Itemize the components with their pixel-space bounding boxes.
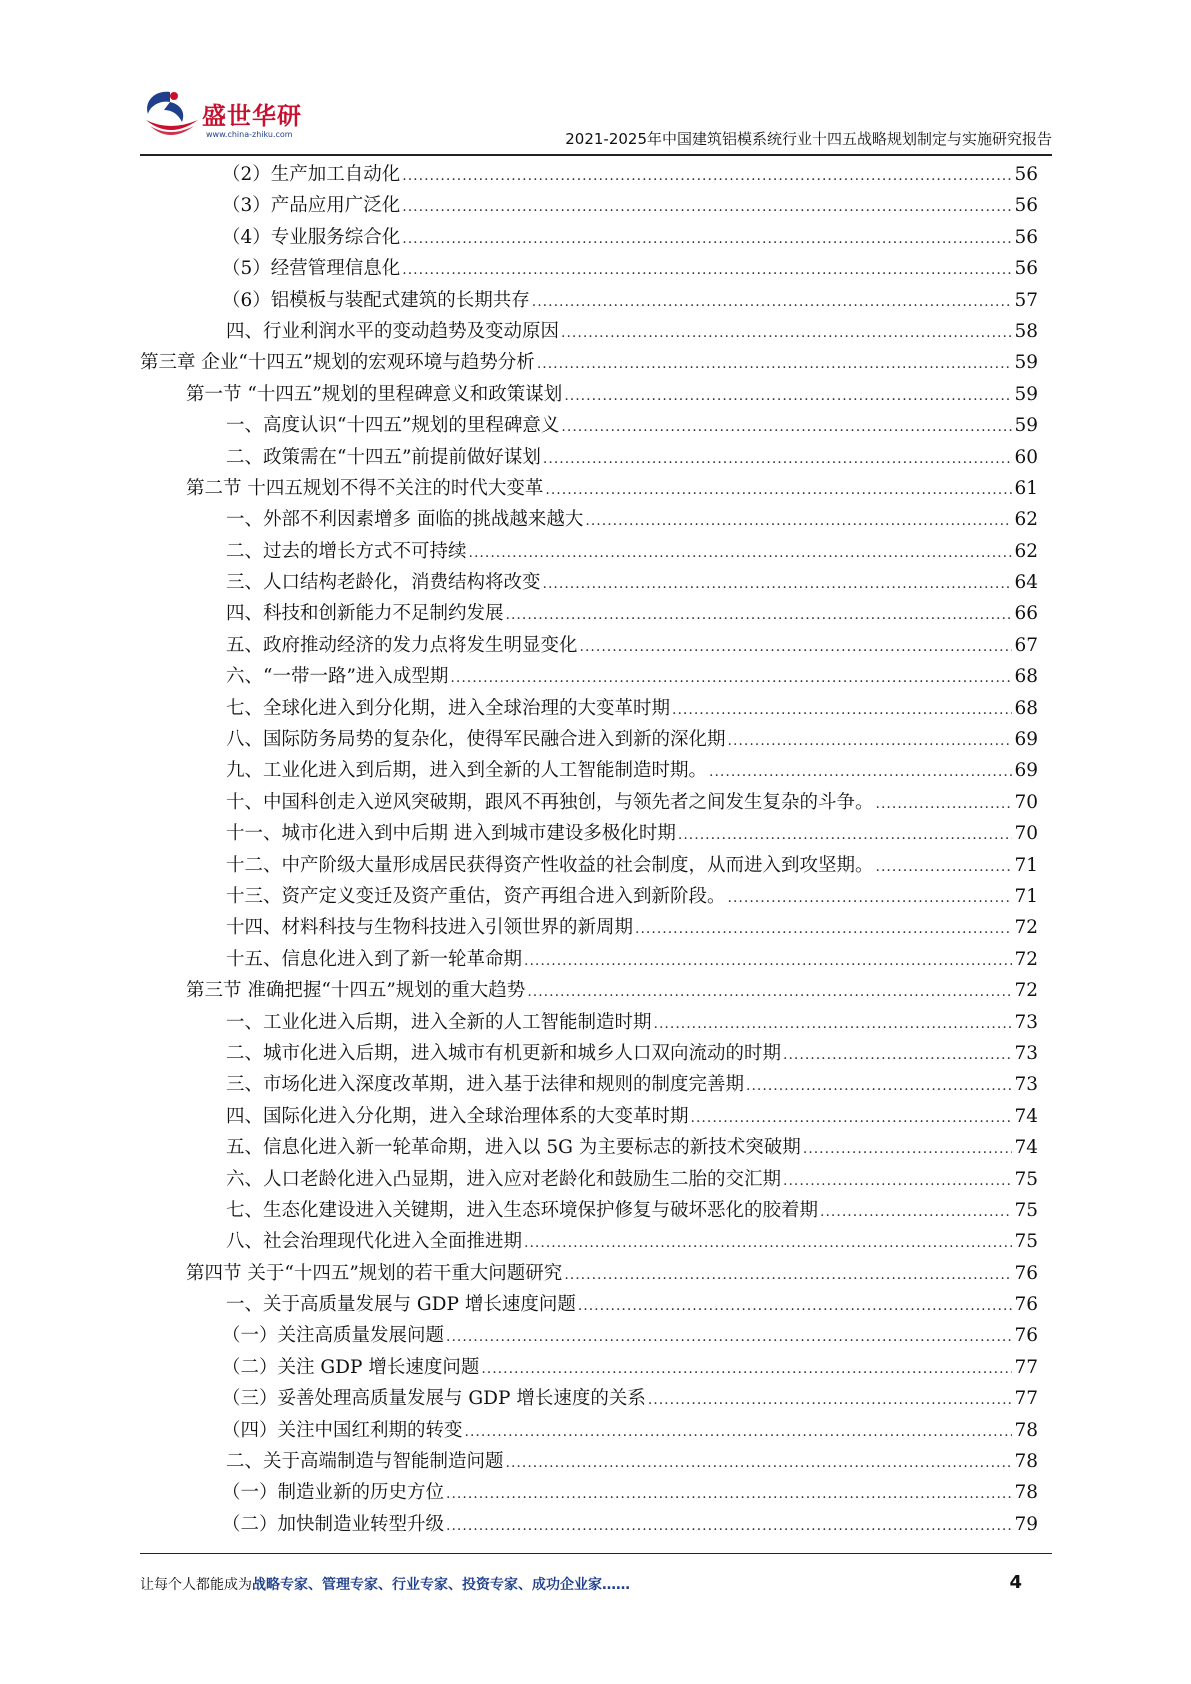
toc-entry[interactable] [140,851,1038,882]
toc-dot-leader [402,231,1012,247]
toc-entry-page: 73 [1014,1011,1038,1033]
toc-entry-page: 76 [1014,1262,1038,1284]
toc-entry[interactable] [140,1478,1038,1509]
toc-entry[interactable] [140,1259,1038,1290]
toc-dot-leader [469,545,1013,561]
toc-dot-leader [803,1141,1013,1157]
toc-dot-leader [876,796,1013,812]
toc-dot-leader [580,639,1013,655]
toc-entry-title: 二、过去的增长方式不可持续 [226,540,467,562]
toc-entry-page: 66 [1014,603,1038,625]
toc-entry-page: 71 [1014,885,1038,907]
toc-entry-page: 77 [1014,1388,1038,1410]
toc-entry[interactable] [140,694,1038,725]
toc-entry[interactable] [140,254,1038,285]
toc-entry[interactable] [140,568,1038,599]
toc-dot-leader [506,607,1013,623]
toc-entry[interactable] [140,819,1038,850]
toc-entry[interactable] [140,160,1038,191]
toc-dot-leader [527,984,1012,1000]
toc-entry-page: 62 [1014,540,1038,562]
toc-entry[interactable] [140,1416,1038,1447]
toc-dot-leader [635,921,1012,937]
toc-entry-page: 62 [1014,509,1038,531]
toc-entry-page: 67 [1014,634,1038,656]
toc-entry[interactable] [140,882,1038,913]
toc-entry[interactable] [140,788,1038,819]
toc-entry-title: （三）妥善处理高质量发展与 GDP 增长速度的关系 [222,1388,646,1410]
toc-entry-page: 78 [1014,1419,1038,1441]
toc-entry-title: 十、中国科创走入逆风突破期，跟风不再独创，与领先者之间发生复杂的斗争。 [226,791,874,813]
toc-entry[interactable] [140,505,1038,536]
toc-entry[interactable] [140,443,1038,474]
toc-entry[interactable] [140,191,1038,222]
toc-entry-page: 75 [1014,1168,1038,1190]
toc-dot-leader [876,859,1013,875]
toc-entry-page: 68 [1014,697,1038,719]
toc-entry-title: 六、“一带一路”进入成型期 [226,666,449,688]
toc-dot-leader [532,294,1013,310]
toc-entry[interactable] [140,913,1038,944]
toc-entry-page: 59 [1014,352,1038,374]
header-divider [140,154,1052,156]
toc-entry-title: 四、国际化进入分化期，进入全球治理体系的大变革时期 [226,1105,689,1127]
toc-dot-leader [783,1173,1012,1189]
toc-entry-title: 三、人口结构老龄化，消费结构将改变 [226,572,541,594]
toc-dot-leader [545,482,1012,498]
toc-entry-page: 57 [1014,289,1038,311]
toc-entry[interactable] [140,1165,1038,1196]
page-footer [140,1574,1052,1598]
toc-dot-leader [481,1361,1012,1377]
company-logo [140,86,310,146]
toc-dot-leader [524,953,1012,969]
toc-entry-title: 一、外部不利因素增多 面临的挑战越来越大 [226,509,584,531]
toc-dot-leader [728,733,1013,749]
toc-entry[interactable] [140,756,1038,787]
toc-entry-page: 78 [1014,1482,1038,1504]
toc-entry[interactable] [140,1353,1038,1384]
toc-entry[interactable] [140,1384,1038,1415]
toc-dot-leader [654,1016,1013,1032]
toc-dot-leader [783,1047,1012,1063]
toc-entry-title: （二）加快制造业转型升级 [222,1513,445,1535]
toc-dot-leader [678,827,1013,843]
toc-entry[interactable] [140,380,1038,411]
toc-entry[interactable] [140,537,1038,568]
page-number: 4 [1009,1572,1022,1593]
toc-dot-leader [561,419,1012,435]
toc-entry-title: （二）关注 GDP 增长速度问题 [222,1356,480,1378]
toc-dot-leader [691,1110,1013,1126]
toc-entry-title: （2）生产加工自动化 [222,164,401,185]
toc-dot-leader [585,513,1012,529]
toc-entry[interactable] [140,223,1038,254]
toc-entry-page: 79 [1014,1513,1038,1535]
toc-entry[interactable] [140,286,1038,317]
toc-entry-title: （一）关注高质量发展问题 [222,1325,445,1347]
toc-entry[interactable] [140,1447,1038,1478]
toc-entry[interactable] [140,976,1038,1007]
toc-entry-page: 73 [1014,1074,1038,1096]
toc-entry-title: （四）关注中国红利期的转变 [222,1419,463,1441]
toc-dot-leader [506,1455,1013,1471]
toc-entry-title: 七、全球化进入到分化期，进入全球治理的大变革时期 [226,697,671,719]
toc-entry-title: 十一、城市化进入到中后期 进入到城市建设多极化时期 [226,823,676,845]
toc-entry-title: 五、政府推动经济的发力点将发生明显变化 [226,634,578,656]
toc-entry-page: 56 [1014,226,1038,248]
toc-entry-page: 69 [1014,729,1038,751]
toc-dot-leader [543,451,1013,467]
toc-entry-title: （一）制造业新的历史方位 [222,1482,445,1504]
toc-entry-title: 第二节 十四五规划不得不关注的时代大变革 [186,477,544,499]
toc-entry-title: 四、科技和创新能力不足制约发展 [226,603,504,625]
toc-entry-page: 56 [1014,258,1038,280]
toc-entry-title: （5）经营管理信息化 [222,258,401,280]
logo-text: 盛世华研 [202,102,302,130]
toc-entry-page: 61 [1014,477,1038,499]
toc-entry-page: 72 [1014,980,1038,1002]
toc-entry[interactable] [140,1070,1038,1101]
toc-entry[interactable] [140,1102,1038,1133]
toc-entry-page: 70 [1014,791,1038,813]
toc-entry-title: 十四、材料科技与生物科技进入引领世界的新周期 [226,917,634,939]
toc-entry[interactable] [140,1227,1038,1258]
toc-entry-page: 75 [1014,1199,1038,1221]
toc-entry-page: 74 [1014,1105,1038,1127]
toc-entry[interactable] [140,1196,1038,1227]
toc-entry-title: 十五、信息化进入到了新一轮革命期 [226,948,523,970]
toc-entry-title: （3）产品应用广泛化 [222,195,401,217]
toc-entry-page: 70 [1014,823,1038,845]
toc-entry-page: 60 [1014,446,1038,468]
toc-entry[interactable] [140,1510,1038,1541]
toc-entry-title: 二、城市化进入后期，进入城市有机更新和城乡人口双向流动的时期 [226,1042,782,1064]
toc-entry[interactable] [140,1008,1038,1039]
toc-entry-title: 第三章 企业“十四五”规划的宏观环境与趋势分析 [140,352,535,374]
toc-dot-leader [578,1298,1013,1314]
toc-entry-page: 56 [1014,164,1038,185]
toc-dot-leader [446,1329,1012,1345]
toc-entry-title: 第三节 准确把握“十四五”规划的重大趋势 [186,980,526,1002]
toc-entry-page: 64 [1014,572,1038,594]
toc-entry[interactable] [140,945,1038,976]
toc-entry-title: 十三、资产定义变迁及资产重估，资产再组合进入到新阶段。 [226,885,726,907]
footer-slogan-accent: 战略专家、管理专家、行业专家、投资专家、成功企业家…… [252,1577,630,1593]
toc-dot-leader [446,1486,1012,1502]
toc-entry-title: 五、信息化进入新一轮革命期，进入以 5G 为主要标志的新技术突破期 [226,1137,801,1159]
toc-entry-title: 八、国际防务局势的复杂化，使得军民融合进入到新的深化期 [226,729,726,751]
toc-dot-leader [709,764,1012,780]
toc-entry[interactable] [140,348,1038,379]
toc-dot-leader [648,1392,1013,1408]
toc-entry[interactable] [140,474,1038,505]
toc-entry-page: 69 [1014,760,1038,782]
toc-entry-title: 八、社会治理现代化进入全面推进期 [226,1231,523,1253]
toc-dot-leader [465,1424,1013,1440]
toc-entry[interactable] [140,725,1038,756]
toc-entry[interactable] [140,631,1038,662]
toc-entry-page: 56 [1014,195,1038,217]
toc-entry-title: 第四节 关于“十四五”规划的若干重大问题研究 [186,1262,563,1284]
toc-entry[interactable] [140,1321,1038,1352]
toc-dot-leader [450,670,1012,686]
toc-entry-page: 68 [1014,666,1038,688]
toc-entry-title: 第一节 “十四五”规划的里程碑意义和政策谋划 [186,383,563,405]
logo-url: www.china-zhiku.com [206,130,293,139]
toc-entry-title: （4）专业服务综合化 [222,226,401,248]
toc-entry-page: 76 [1014,1294,1038,1316]
toc-dot-leader [564,1267,1012,1283]
table-of-contents [140,160,1038,1541]
toc-entry-title: 二、关于高端制造与智能制造问题 [226,1451,504,1473]
toc-entry-title: 一、高度认识“十四五”规划的里程碑意义 [226,415,560,437]
toc-dot-leader [402,168,1012,184]
toc-dot-leader [746,1078,1012,1094]
page-header [140,78,1052,158]
toc-dot-leader [524,1235,1012,1251]
toc-entry-page: 59 [1014,383,1038,405]
toc-entry-title: 十二、中产阶级大量形成居民获得资产性收益的社会制度，从而进入到攻坚期。 [226,854,874,876]
toc-entry-page: 75 [1014,1231,1038,1253]
toc-entry-page: 72 [1014,917,1038,939]
toc-dot-leader [402,199,1012,215]
toc-dot-leader [402,262,1012,278]
toc-entry-page: 71 [1014,854,1038,876]
footer-slogan-lead: 让每个人都能成为 [140,1577,252,1593]
toc-entry-page: 72 [1014,948,1038,970]
toc-entry-title: 一、关于高质量发展与 GDP 增长速度问题 [226,1294,576,1316]
toc-entry-page: 58 [1014,320,1038,342]
toc-entry-page: 78 [1014,1451,1038,1473]
toc-entry-title: 三、市场化进入深度改革期，进入基于法律和规则的制度完善期 [226,1074,745,1096]
toc-entry-title: 四、行业利润水平的变动趋势及变动原因 [226,320,560,342]
toc-dot-leader [820,1204,1012,1220]
toc-entry-title: 二、政策需在“十四五”前提前做好谋划 [226,446,541,468]
toc-entry-title: 一、工业化进入后期，进入全新的人工智能制造时期 [226,1011,652,1033]
toc-entry-title: 九、工业化进入到后期，进入到全新的人工智能制造时期。 [226,760,708,782]
toc-entry[interactable] [140,1290,1038,1321]
toc-entry-title: 七、生态化建设进入关键期，进入生态环境保护修复与破坏恶化的胶着期 [226,1199,819,1221]
toc-dot-leader [561,325,1012,341]
document-title: 2021-2025年中国建筑铝模系统行业十四五战略规划制定与实施研究报告 [565,130,1052,148]
toc-entry[interactable] [140,317,1038,348]
toc-entry[interactable] [140,1039,1038,1070]
toc-entry-title: 六、人口老龄化进入凸显期，进入应对老龄化和鼓励生二胎的交汇期 [226,1168,782,1190]
toc-entry-title: （6）铝模板与装配式建筑的长期共存 [222,289,530,311]
toc-entry-page: 73 [1014,1042,1038,1064]
toc-entry[interactable] [140,411,1038,442]
toc-entry[interactable] [140,1133,1038,1164]
toc-entry[interactable] [140,662,1038,693]
toc-dot-leader [543,576,1013,592]
toc-dot-leader [537,356,1013,372]
toc-dot-leader [446,1518,1012,1534]
toc-dot-leader [564,388,1012,404]
logo-emblem-icon [140,86,204,146]
toc-dot-leader [672,702,1012,718]
toc-entry-page: 59 [1014,415,1038,437]
footer-divider [140,1553,1052,1554]
toc-entry-page: 77 [1014,1356,1038,1378]
toc-entry-page: 74 [1014,1137,1038,1159]
toc-dot-leader [728,890,1013,906]
toc-entry-page: 76 [1014,1325,1038,1347]
toc-entry[interactable] [140,599,1038,630]
